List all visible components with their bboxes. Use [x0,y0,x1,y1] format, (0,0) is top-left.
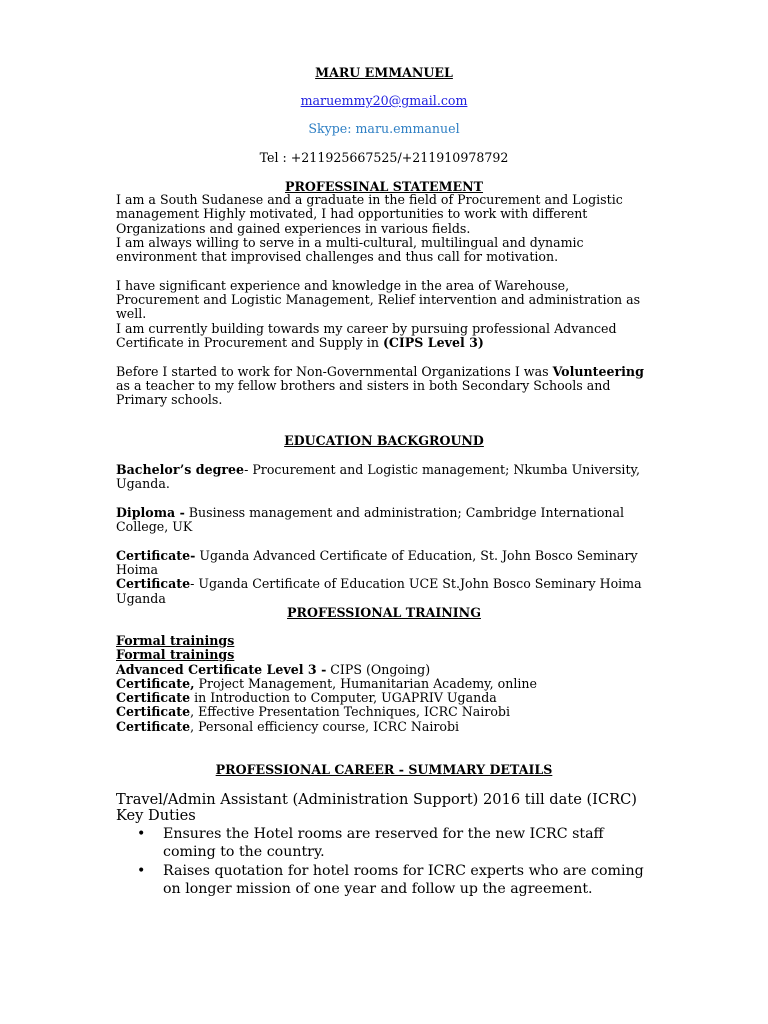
training-item-text: in Introduction to Computer, UGAPRIV Uganda [190,690,497,706]
list-item [116,825,646,861]
statement-heading: PROFESSINAL STATEMENT [284,179,484,194]
training-item-text: , Personal efficiency course, ICRC Nairobi [190,718,460,734]
key-duties-label: Key Duties [116,807,196,825]
education-list [116,463,656,606]
volunteering-label: Volunteering [552,363,644,379]
education-item-label: Certificate- [116,547,196,563]
list-item [116,862,646,898]
bullet-icon: • [137,862,146,879]
statement-text: I am currently building towards my career by pursuing professional Advanced Certificate in Procurement and Supply in [116,320,617,350]
training-item-label: Certificate, [116,675,195,691]
training-item-label: Certificate [116,718,191,734]
training-item-text: , Effective Presentation Techniques, ICRC Nairobi [190,704,510,720]
education-item [116,549,656,578]
education-item [116,506,656,535]
statement-paragraph [116,365,656,408]
statement-paragraph [116,322,656,351]
training-item-text: CIPS (Ongoing) [326,661,431,677]
training-heading: PROFESSIONAL TRAINING [287,605,481,620]
training-subheading: Formal trainings [116,633,235,648]
training-item [116,705,656,719]
skype-line: Skype: maru.emmanuel [308,121,460,136]
duty-text: Ensures the Hotel rooms are reserved for the new ICRC staff coming to the country. [163,825,604,860]
training-item-label: Certificate [116,704,191,720]
education-heading: EDUCATION BACKGROUND [284,433,484,448]
career-section [116,792,646,899]
training-item [116,663,656,677]
education-item-text: - Procurement and Logistic management; Nkumba University, Uganda. [116,462,640,492]
statement-paragraph: I have significant experience and knowledge in the area of Warehouse, Procurement and Logistic Management, Relief intervention and administration as well. [116,277,641,322]
education-item-label: Bachelor’s degree [116,462,245,477]
education-item-text: - Uganda Certificate of Education UCE St.John Bosco Seminary Hoima Uganda [116,576,642,606]
statement-paragraph: I am a South Sudanese and a graduate in the field of Procurement and Logistic management Highly motivated, I had opportunities to work with different Organizations and gained experiences in various fields. [116,192,623,236]
cips-level-label: (CIPS Level 3) [382,334,484,350]
education-item-label: Diploma - [116,504,185,520]
statement-text: Before I started to work for Non-Governmental Organizations I was [116,363,553,379]
training-item [116,720,656,734]
career-heading: PROFESSIONAL CAREER - SUMMARY DETAILS [215,762,553,777]
education-item-text: Business management and administration; Cambridge International College, UK [116,504,625,535]
education-item-text: Uganda Advanced Certificate of Education, St. John Bosco Seminary Hoima [116,547,638,578]
training-item-text: Project Management, Humanitarian Academy, online [194,675,537,691]
job-title: Travel/Admin Assistant (Administration Support) 2016 till date (ICRC) [116,791,637,808]
statement-paragraph: I am always willing to serve in a multi-cultural, multilingual and dynamic environment that improvised challenges and thus call for motivation. [116,234,584,265]
candidate-name: MARU EMMANUEL [315,65,453,80]
education-item [116,463,656,492]
statement-text: as a teacher to my fellow brothers and sisters in both Secondary Schools and Primary schools. [116,377,611,408]
bullet-icon: • [137,825,146,842]
training-list [116,634,656,734]
duties-list [116,825,646,898]
education-item [116,577,656,606]
education-item-label: Certificate [116,576,191,592]
duty-text: Raises quotation for hotel rooms for ICRC experts who are coming on longer mission of one year and follow up the agreement. [163,862,644,897]
training-item-label: Certificate [116,690,191,706]
email-line [0,94,768,108]
statement-body [116,193,656,407]
training-item [116,691,656,705]
telephone-line: Tel : +211925667525/+211910978792 [259,150,509,165]
training-subheading: Formal trainings [116,647,235,663]
training-item [116,677,656,691]
email-link[interactable]: maruemmy20@gmail.com [300,93,468,108]
training-item-label: Advanced Certificate Level 3 - [116,661,327,677]
